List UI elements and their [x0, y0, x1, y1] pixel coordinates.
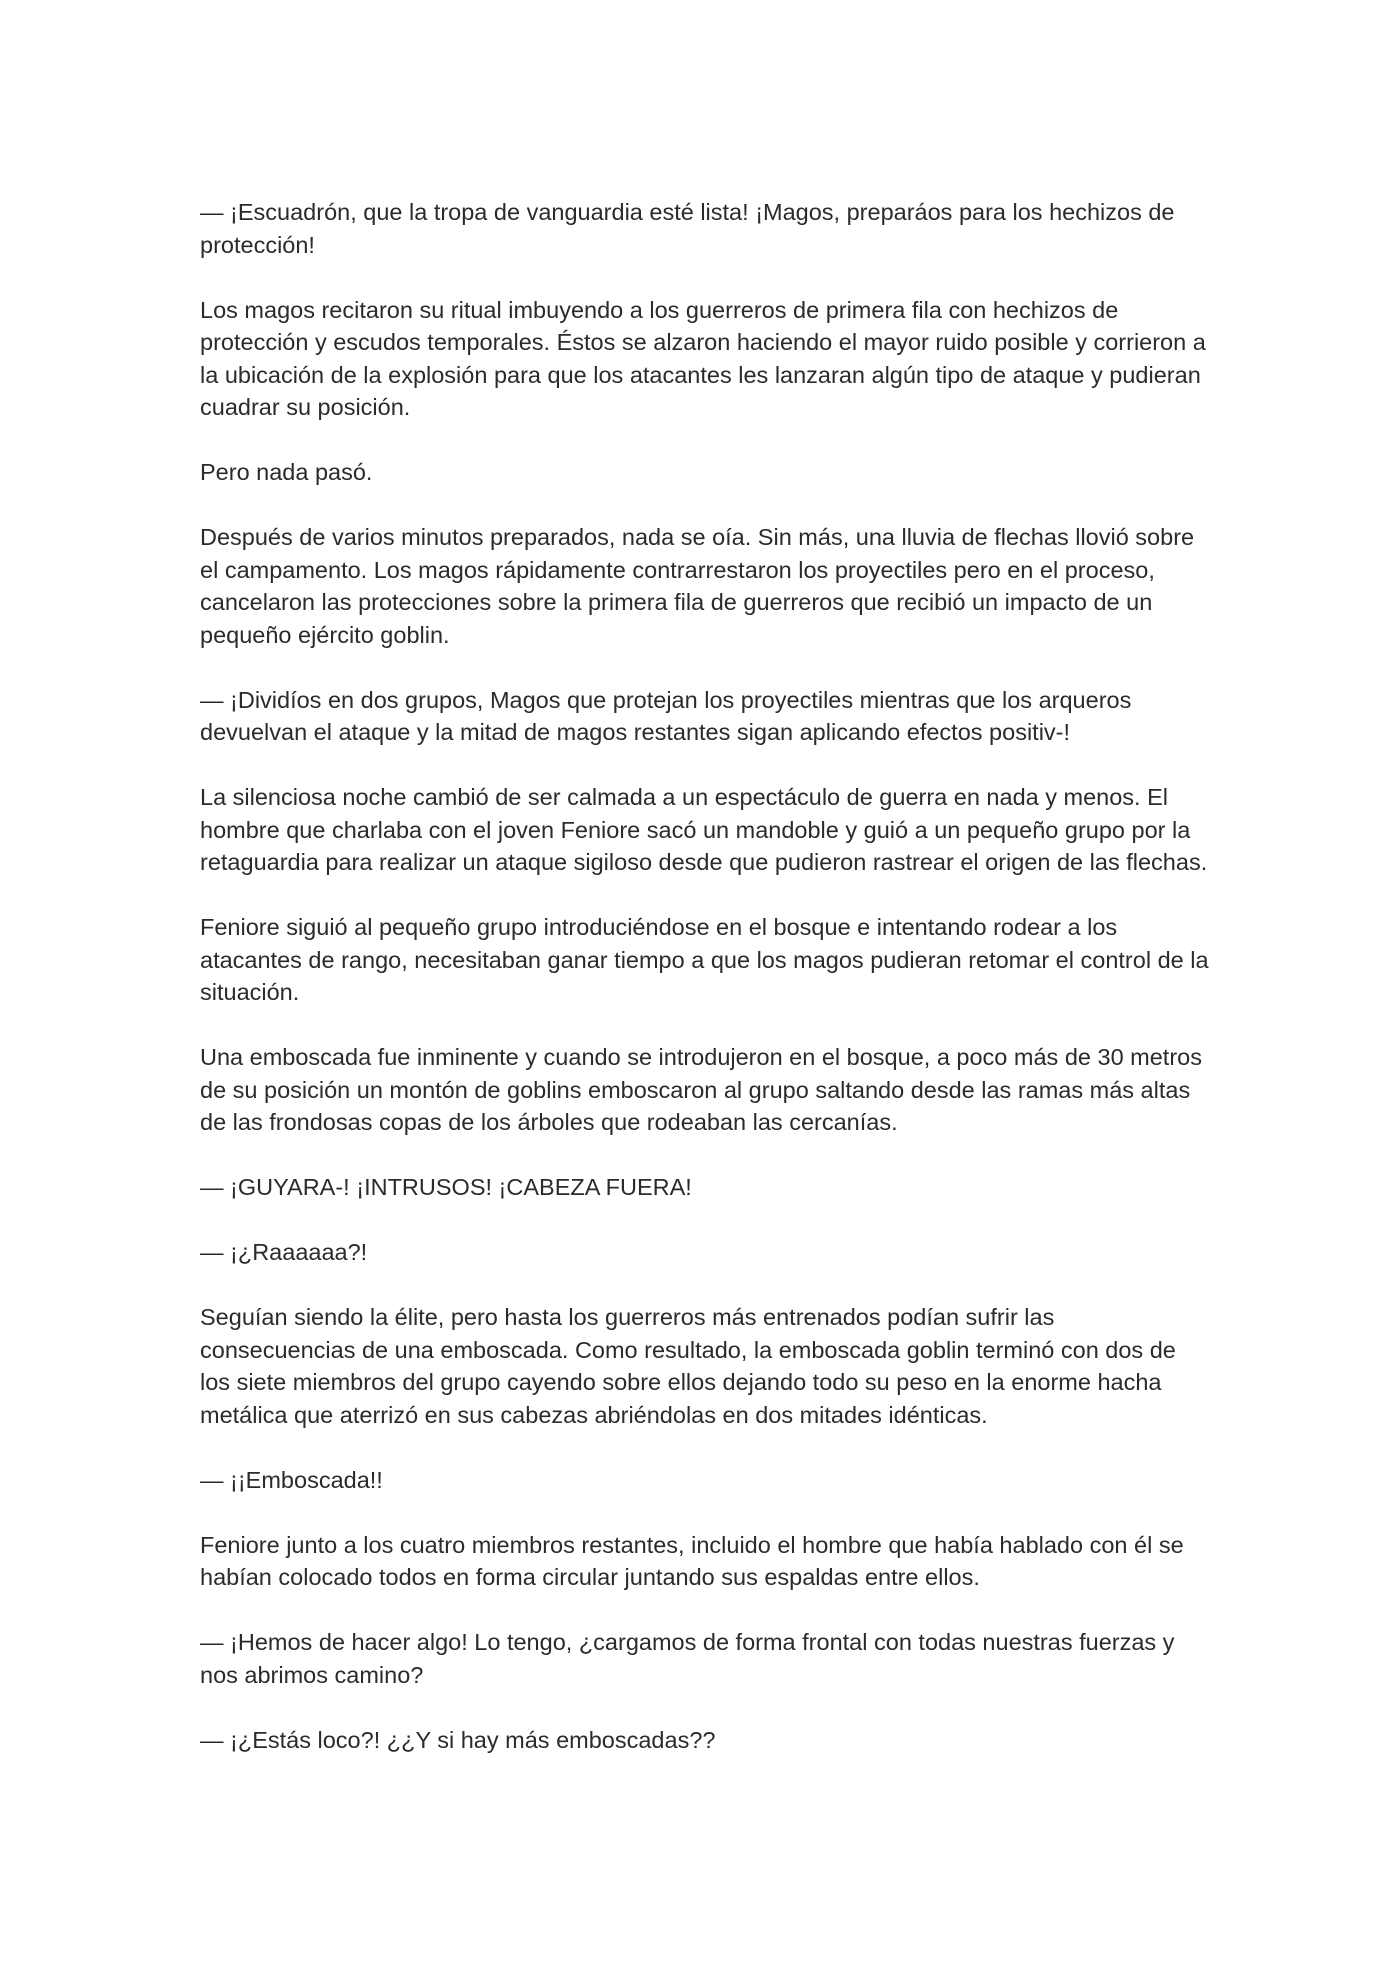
narrative-paragraph: Después de varios minutos preparados, nada se oía. Sin más, una lluvia de flechas llovió sobre el campamento. Los magos rápidamente contrarrestaron los proyectiles pero en el proceso, cancelaron las protecciones sobre la primera fila de guerreros que recibió un impacto de un pequeño ejército goblin.	[200, 524, 1195, 648]
narrative-paragraph: La silenciosa noche cambió de ser calmada a un espectáculo de guerra en nada y menos. El hombre que charlaba con el joven Feniore sacó un mandoble y guió a un pequeño grupo por la retaguardia para realizar un ataque sigiloso desde que pudieron rastrear el origen de las flechas.	[200, 784, 1208, 875]
dialogue-paragraph: — ¡Hemos de hacer algo! Lo tengo, ¿cargamos de forma frontal con todas nuestras fuerzas y nos abrimos camino?	[200, 1629, 1175, 1688]
dialogue-paragraph: — ¡¿Raaaaaa?!	[200, 1239, 368, 1265]
narrative-paragraph: Pero nada pasó.	[200, 459, 373, 485]
narrative-paragraph: Los magos recitaron su ritual imbuyendo a los guerreros de primera fila con hechizos de protección y escudos temporales. Éstos se alzaron haciendo el mayor ruido posible y corrieron a la ubicación de la explosión para que los atacantes les lanzaran algún tipo de ataque y pudieran cuadrar su posición.	[200, 296, 1206, 420]
dialogue-paragraph: — ¡Escuadrón, que la tropa de vanguardia esté lista! ¡Magos, preparáos para los hechizos de protección!	[200, 199, 1175, 258]
narrative-paragraph: Feniore siguió al pequeño grupo introduciéndose en el bosque e intentando rodear a los atacantes de rango, necesitaban ganar tiempo a que los magos pudieran retomar el control de la situación.	[200, 914, 1209, 1005]
narrative-paragraph: Seguían siendo la élite, pero hasta los guerreros más entrenados podían sufrir las consecuencias de una emboscada. Como resultado, la emboscada goblin terminó con dos de los siete miembros del grupo cayendo sobre ellos dejando todo su peso en la enorme hacha metálica que aterrizó en sus cabezas abriéndolas en dos mitades idénticas.	[200, 1304, 1176, 1428]
dialogue-paragraph: — ¡¡Emboscada!!	[200, 1466, 383, 1493]
dialogue-paragraph: — ¡¿Estás loco?! ¿¿Y si hay más emboscadas??	[200, 1726, 716, 1753]
narrative-paragraph: Una emboscada fue inminente y cuando se introdujeron en el bosque, a poco más de 30 metros de su posición un montón de goblins emboscaron al grupo saltando desde las ramas más altas de las frondosas copas de los árboles que rodeaban las cercanías.	[200, 1044, 1202, 1135]
document-body	[200, 196, 1210, 1789]
dialogue-paragraph: — ¡Dividíos en dos grupos, Magos que protejan los proyectiles mientras que los arqueros devuelvan el ataque y la mitad de magos restantes sigan aplicando efectos positiv-!	[200, 686, 1132, 745]
narrative-paragraph: Feniore junto a los cuatro miembros restantes, incluido el hombre que había hablado con él se habían colocado todos en forma circular juntando sus espaldas entre ellos.	[200, 1531, 1184, 1590]
dialogue-paragraph: — ¡GUYARA-! ¡INTRUSOS! ¡CABEZA FUERA!	[200, 1174, 692, 1200]
